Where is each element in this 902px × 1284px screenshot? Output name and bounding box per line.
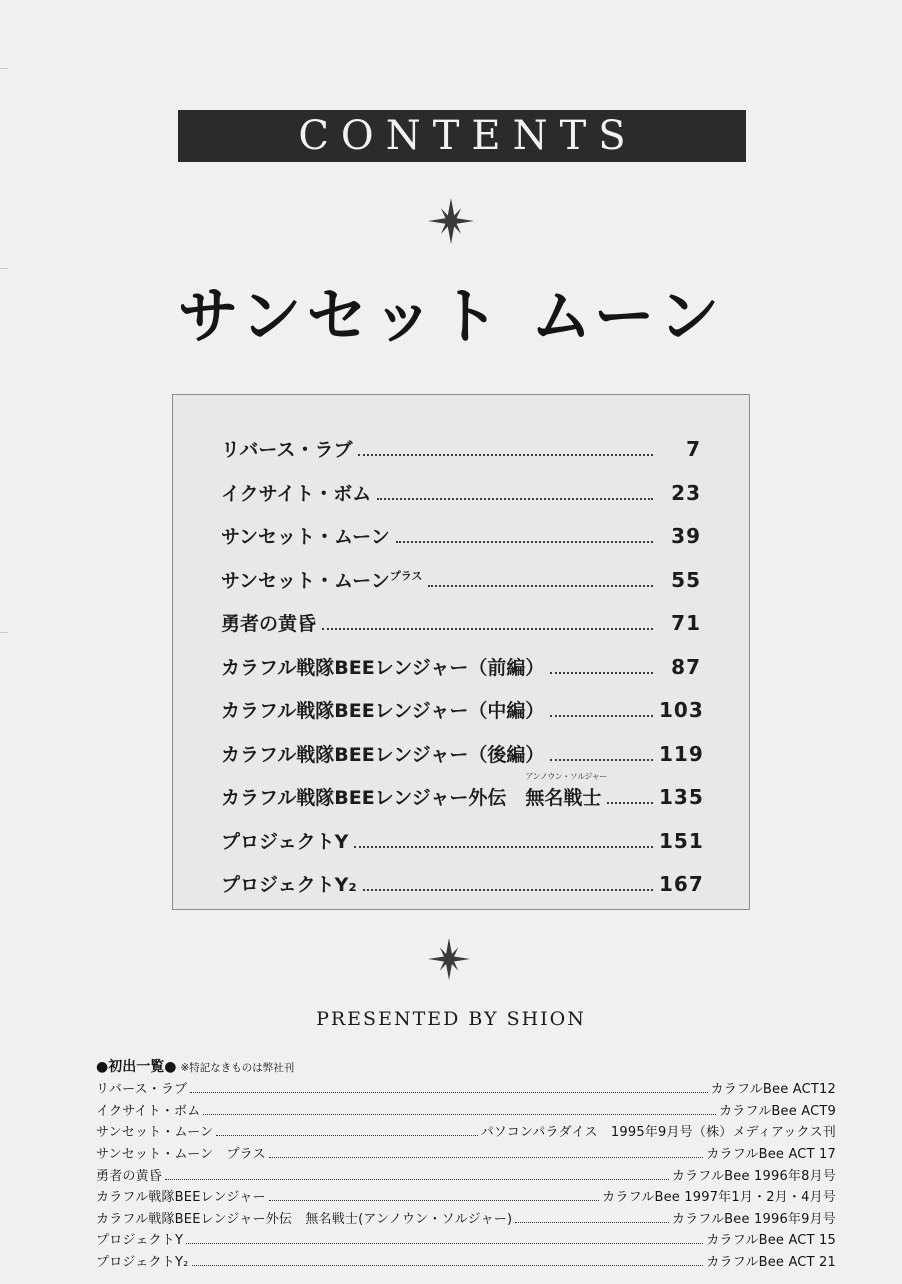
credit-title: 勇者の黄昏 [96,1168,163,1184]
toc-entry[interactable] [221,740,704,767]
credit-row [96,1123,836,1143]
credit-row [96,1188,836,1208]
toc-entry[interactable] [221,696,704,723]
toc-entry-page: 87 [671,654,701,679]
credit-row [96,1231,836,1251]
credit-leader [515,1221,669,1223]
credit-source: カラフルBee 1996年9月号 [671,1211,836,1227]
page-edge-mark [0,68,8,69]
toc-entry[interactable] [221,522,701,549]
credits-heading-note: ※特記なきものは弊社刊 [180,1062,295,1074]
credit-row [96,1080,836,1100]
credit-row [96,1253,836,1273]
credit-source: カラフルBee ACT 21 [706,1255,836,1271]
toc-leader [550,671,653,674]
contents-banner [178,110,746,162]
credit-row [96,1210,836,1230]
toc-leader [363,888,653,891]
toc-leader [377,497,653,500]
credit-row [96,1102,836,1122]
toc-entry-title: カラフル戦隊BEEレンジャー（前編） [221,656,545,679]
credit-leader [186,1242,703,1244]
credit-title: リバース・ラブ [96,1082,188,1097]
toc-leader [607,801,653,804]
credit-leader [190,1091,707,1093]
toc-entry-page: 55 [671,567,701,592]
toc-entry-title: カラフル戦隊BEEレンジャー外伝 アンノウン・ソルジャー 無名戦士 [221,772,607,809]
credit-title: サンセット・ムーン プラス [96,1146,266,1162]
toc-entry-superscript: プラス [389,569,423,583]
toc-entry-page: 151 [659,828,704,853]
sparkle-star-icon [428,938,470,980]
toc-leader [354,845,653,848]
credit-title: サンセット・ムーン [96,1125,214,1141]
page-edge-mark [0,632,8,633]
credit-source: カラフルBee ACT9 [719,1103,836,1119]
toc-entry-page: 7 [686,437,701,461]
toc-entry[interactable] [221,653,701,680]
credit-leader [203,1113,716,1115]
presented-by-line: PRESENTED BY SHION [316,1008,586,1030]
toc-entry-page: 167 [659,872,704,896]
first-publication-list [96,1056,836,1275]
toc-entry[interactable] [221,772,704,810]
table-of-contents [172,394,750,910]
toc-entry-page: 23 [671,480,701,505]
credit-source: パソコンパラダイス 1995年9月号（株）メディアックス刊 [480,1125,836,1141]
toc-leader [550,758,653,761]
toc-entry-page: 135 [659,785,704,809]
toc-entry-title: イクサイト・ボム [221,482,372,505]
toc-entry-title: カラフル戦隊BEEレンジャー（後編） [221,743,545,766]
credit-title: イクサイト・ボム [96,1103,201,1119]
toc-entry-title: プロジェクトY₂ [221,874,357,896]
credit-title: カラフル戦隊BEEレンジャー外伝 無名戦士(アンノウン・ソルジャー) [96,1211,513,1227]
credits-heading-label: ●初出一覧● [96,1059,177,1075]
credit-source: カラフルBee 1996年8月号 [671,1168,836,1184]
toc-entry-title: リバース・ラブ [221,439,353,461]
toc-entry-page: 103 [659,698,704,722]
toc-leader [358,453,653,456]
sparkle-star-icon [428,198,474,244]
toc-leader [396,540,653,543]
credit-title: プロジェクトY [96,1233,184,1249]
credit-row [96,1145,836,1165]
credits-heading [96,1056,836,1076]
toc-entry[interactable] [221,479,701,506]
toc-leader [550,714,653,717]
toc-entry-title: プロジェクトY [221,830,349,853]
credit-leader [269,1156,704,1158]
credit-title: カラフル戦隊BEEレンジャー [96,1190,266,1206]
toc-entry[interactable] [221,566,701,593]
toc-leader [428,584,653,587]
contents-banner-label: CONTENTS [298,113,638,159]
credit-leader [216,1134,477,1136]
credit-source: カラフルBee ACT12 [710,1082,836,1097]
credit-title: プロジェクトY₂ [96,1255,189,1271]
toc-entry-title: サンセット・ムーン$^{プラス}$ [221,569,423,592]
toc-leader [322,627,653,630]
toc-entry[interactable] [221,870,704,897]
credit-leader [192,1264,704,1266]
toc-entry-title: カラフル戦隊BEEレンジャー（中編） [221,700,545,722]
credit-leader [165,1178,669,1180]
credit-source: カラフルBee ACT 15 [706,1233,836,1249]
toc-entry-ruby: アンノウン・ソルジャー [525,772,607,781]
toc-entry-title: サンセット・ムーン [221,526,390,548]
toc-entry[interactable] [221,435,701,462]
credit-source: カラフルBee 1997年1月・2月・4月号 [602,1190,836,1206]
toc-entry[interactable] [221,827,704,854]
credit-leader [269,1199,599,1201]
page-title: サンセット ムーン [177,281,725,352]
toc-entry-title: 勇者の黄昏 [221,613,317,635]
toc-entry-page: 119 [659,741,704,766]
credit-source: カラフルBee ACT 17 [706,1146,836,1162]
credit-row [96,1167,836,1187]
toc-entry-page: 71 [671,611,701,635]
toc-entry[interactable] [221,609,701,636]
toc-entry-page: 39 [671,524,701,548]
